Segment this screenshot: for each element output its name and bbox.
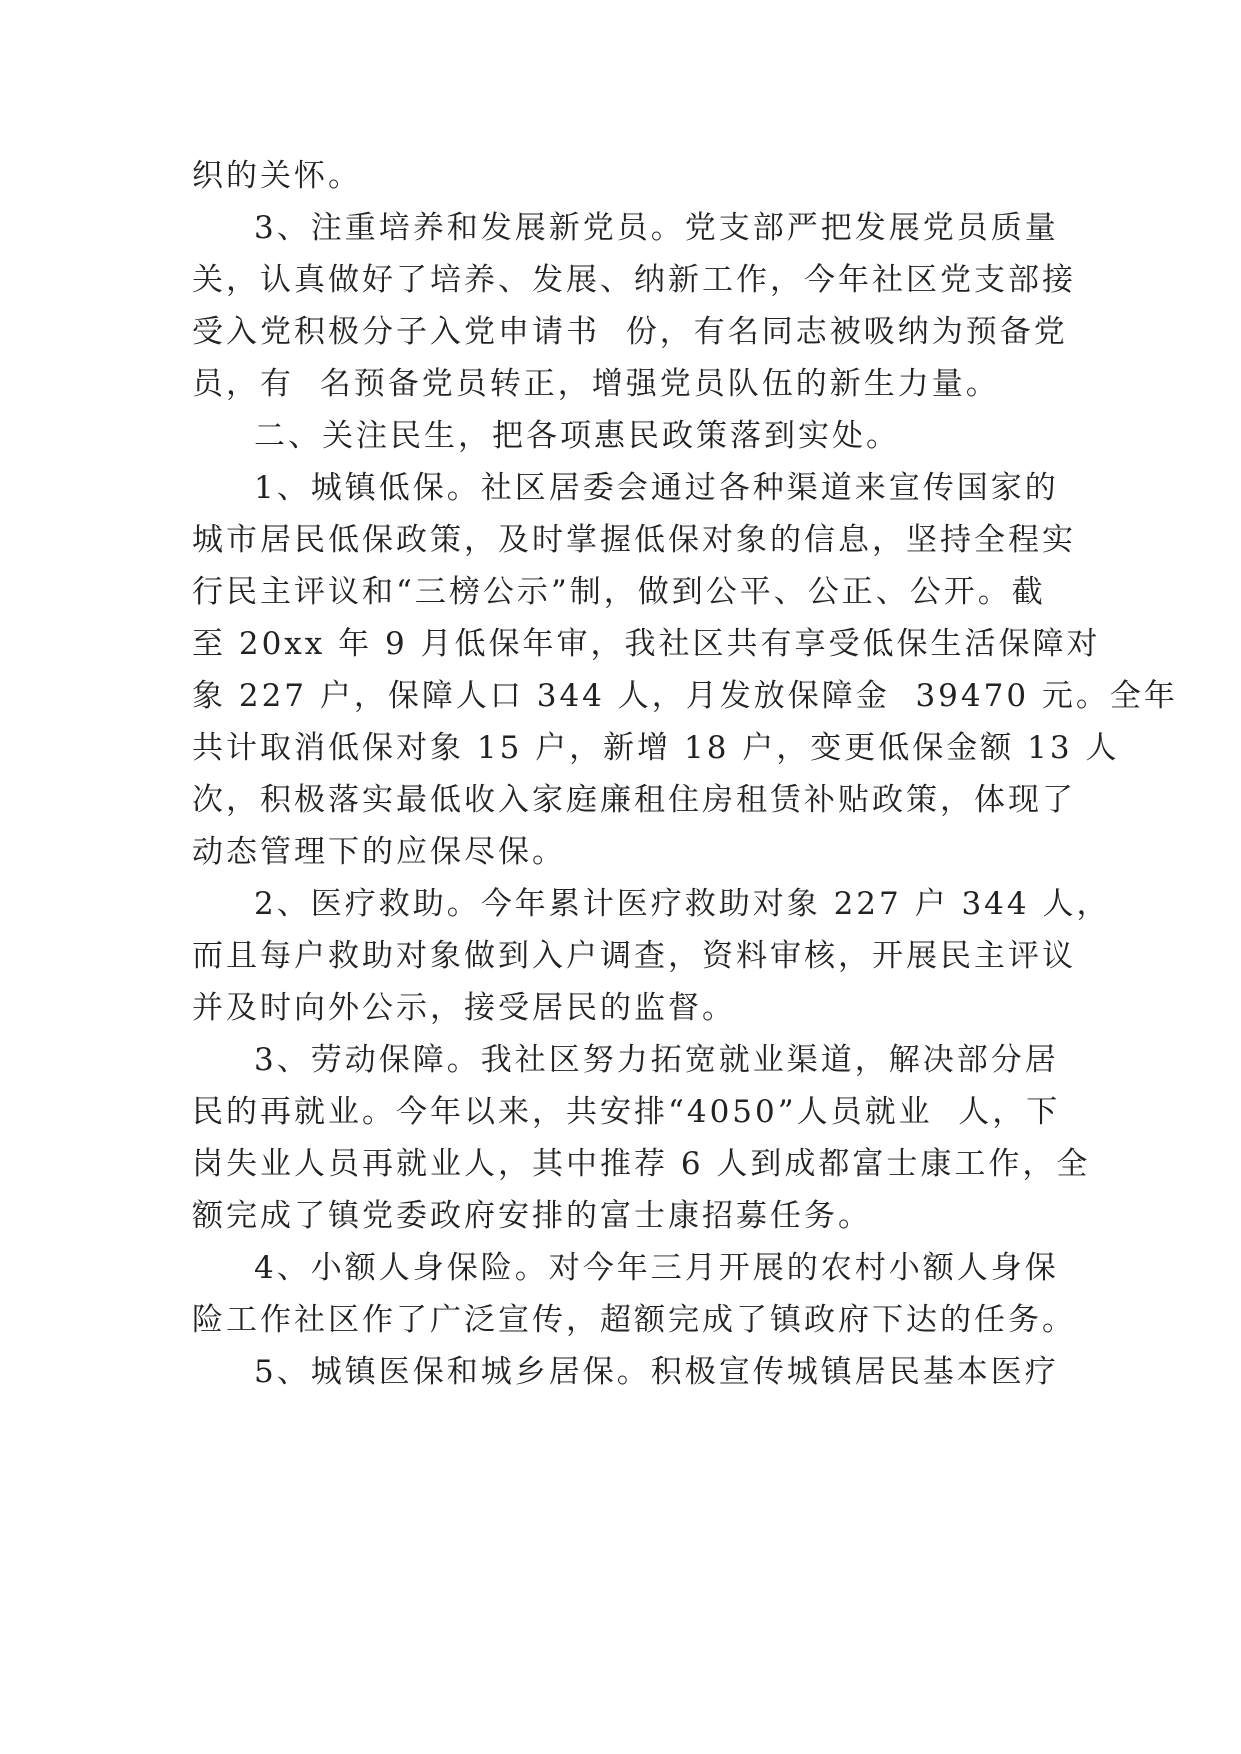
text-line: 岗失业人员再就业人，其中推荐 6 人到成都富士康工作，全	[192, 1146, 1091, 1182]
text-line: 共计取消低保对象 15 户，新增 18 户，变更低保金额 13 人	[192, 730, 1120, 766]
text-line: 民的再就业。今年以来，共安排“4050”人员就业 人，下	[192, 1094, 1061, 1130]
text-line: 至 20xx 年 9 月低保年审，我社区共有享受低保生活保障对	[192, 626, 1101, 662]
text-line: 行民主评议和“三榜公示”制，做到公平、公正、公开。截	[192, 574, 1046, 610]
text-line: 5、城镇医保和城乡居保。积极宣传城镇居民基本医疗	[254, 1354, 1059, 1390]
text-line: 并及时向外公示，接受居民的监督。	[192, 990, 736, 1026]
document-body	[192, 150, 1178, 1398]
text-line: 城市居民低保政策，及时掌握低保对象的信息，坚持全程实	[192, 522, 1076, 558]
text-line: 4、小额人身保险。对今年三月开展的农村小额人身保	[254, 1250, 1059, 1286]
text-line: 关，认真做好了培养、发展、纳新工作，今年社区党支部接	[192, 262, 1076, 298]
text-line: 员，有 名预备党员转正，增强党员队伍的新生力量。	[192, 366, 1000, 402]
text-line: 二、关注民生，把各项惠民政策落到实处。	[254, 418, 900, 454]
text-line: 受入党积极分子入党申请书 份，有名同志被吸纳为预备党	[192, 314, 1068, 350]
text-line: 3、劳动保障。我社区努力拓宽就业渠道，解决部分居	[254, 1042, 1059, 1078]
text-line: 而且每户救助对象做到入户调查，资料审核，开展民主评议	[192, 938, 1076, 974]
text-line: 象 227 户，保障人口 344 人，月发放保障金 39470 元。全年	[192, 678, 1178, 714]
text-line: 织的关怀。	[192, 158, 362, 194]
text-line: 3、注重培养和发展新党员。党支部严把发展党员质量	[254, 210, 1059, 246]
text-line: 额完成了镇党委政府安排的富士康招募任务。	[192, 1198, 872, 1234]
text-line: 次，积极落实最低收入家庭廉租住房租赁补贴政策，体现了	[192, 782, 1076, 818]
text-line: 1、城镇低保。社区居委会通过各种渠道来宣传国家的	[254, 470, 1059, 506]
text-line: 2、医疗救助。今年累计医疗救助对象 227 户 344 人，	[254, 886, 1111, 922]
text-line: 动态管理下的应保尽保。	[192, 834, 566, 870]
text-line: 险工作社区作了广泛宣传，超额完成了镇政府下达的任务。	[192, 1302, 1076, 1338]
